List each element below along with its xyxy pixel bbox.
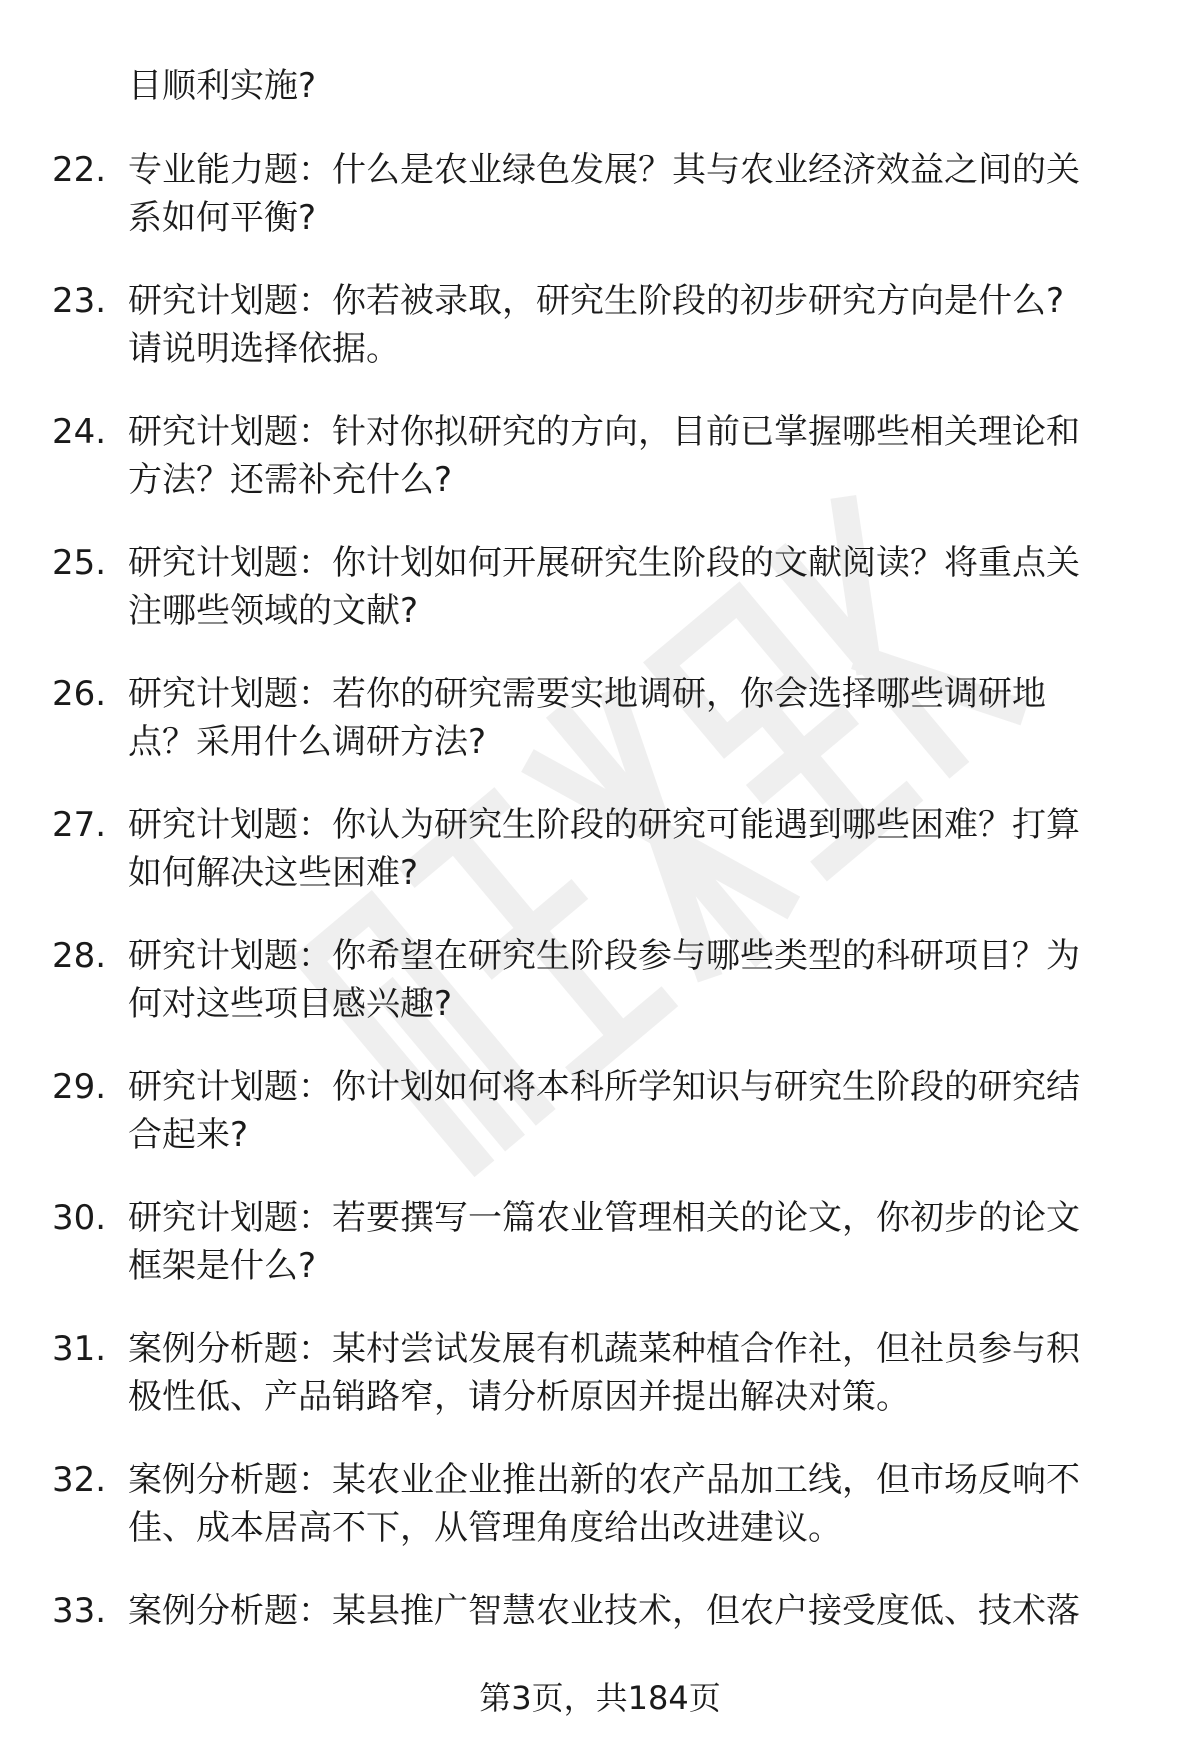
question-number: 33. <box>52 1591 107 1631</box>
list-item <box>0 801 1200 932</box>
list-item <box>0 539 1200 670</box>
question-number: 27. <box>52 805 107 845</box>
question-number: 25. <box>52 543 107 583</box>
continuation-text: 目顺利实施? <box>128 66 317 106</box>
question-text-line-2: 合起来? <box>128 1115 249 1155</box>
page-number-footer: 第3页，共184页 <box>479 1679 721 1717</box>
question-text-line-1: 研究计划题：若你的研究需要实地调研，你会选择哪些调研地 <box>128 674 1046 714</box>
question-text-line-1: 研究计划题：你若被录取，研究生阶段的初步研究方向是什么? <box>128 281 1065 321</box>
list-item <box>0 1456 1200 1587</box>
question-text-line-1: 案例分析题：某县推广智慧农业技术，但农户接受度低、技术落 <box>128 1591 1080 1631</box>
question-list <box>0 146 1200 1718</box>
question-text-line-1: 研究计划题：你认为研究生阶段的研究可能遇到哪些困难？打算 <box>128 805 1080 845</box>
question-text-line-1: 案例分析题：某农业企业推出新的农产品加工线，但市场反响不 <box>128 1460 1080 1500</box>
question-text-line-1: 研究计划题：若要撰写一篇农业管理相关的论文，你初步的论文 <box>128 1198 1080 1238</box>
question-text-line-1: 案例分析题：某村尝试发展有机蔬菜种植合作社，但社员参与积 <box>128 1329 1080 1369</box>
question-text-line-2: 何对这些项目感兴趣? <box>128 984 453 1024</box>
question-text-line-2: 点？采用什么调研方法? <box>128 722 487 762</box>
list-item <box>0 670 1200 801</box>
question-number: 22. <box>52 150 107 190</box>
list-item <box>0 932 1200 1063</box>
question-text-line-2: 框架是什么? <box>128 1246 317 1286</box>
question-number: 31. <box>52 1329 107 1369</box>
question-text-line-2: 请说明选择依据。 <box>128 329 400 369</box>
question-text-line-2: 系如何平衡? <box>128 198 317 238</box>
question-number: 26. <box>52 674 107 714</box>
question-text-line-2: 注哪些领域的文献? <box>128 591 419 631</box>
list-item <box>0 1063 1200 1194</box>
question-text-line-1: 研究计划题：你计划如何将本科所学知识与研究生阶段的研究结 <box>128 1067 1080 1107</box>
list-item <box>0 1325 1200 1456</box>
list-item <box>0 1194 1200 1325</box>
list-item <box>0 146 1200 277</box>
question-number: 30. <box>52 1198 107 1238</box>
list-item <box>0 408 1200 539</box>
question-text-line-1: 研究计划题：你希望在研究生阶段参与哪些类型的科研项目？为 <box>128 936 1080 976</box>
question-number: 28. <box>52 936 107 976</box>
question-text-line-2: 极性低、产品销路窄，请分析原因并提出解决对策。 <box>128 1377 910 1417</box>
question-text-line-1: 研究计划题：针对你拟研究的方向，目前已掌握哪些相关理论和 <box>128 412 1080 452</box>
question-number: 24. <box>52 412 107 452</box>
question-text-line-2: 如何解决这些困难? <box>128 853 419 893</box>
question-number: 32. <box>52 1460 107 1500</box>
list-item <box>0 277 1200 408</box>
question-number: 23. <box>52 281 107 321</box>
question-number: 29. <box>52 1067 107 1107</box>
question-text-line-2: 方法？还需补充什么? <box>128 460 453 500</box>
question-text-line-1: 研究计划题：你计划如何开展研究生阶段的文献阅读？将重点关 <box>128 543 1080 583</box>
question-text-line-2: 佳、成本居高不下，从管理角度给出改进建议。 <box>128 1508 842 1548</box>
question-text-line-1: 专业能力题：什么是农业绿色发展？其与农业经济效益之间的关 <box>128 150 1080 190</box>
